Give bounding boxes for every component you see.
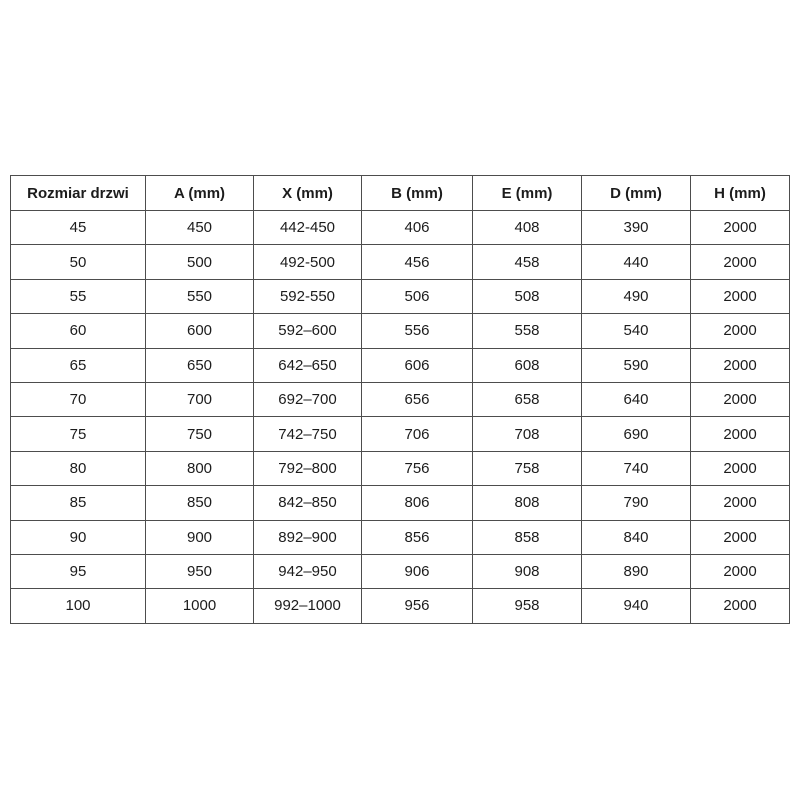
column-header: A (mm) xyxy=(146,176,254,211)
table-cell: 490 xyxy=(582,279,691,313)
table-cell: 640 xyxy=(582,382,691,416)
table-cell: 558 xyxy=(473,314,582,348)
table-row xyxy=(11,279,790,313)
table-cell: 792–800 xyxy=(254,451,362,485)
table-cell: 756 xyxy=(362,451,473,485)
column-header: B (mm) xyxy=(362,176,473,211)
table-cell: 75 xyxy=(11,417,146,451)
door-size-spec-table xyxy=(10,175,790,624)
column-header: Rozmiar drzwi xyxy=(11,176,146,211)
table-cell: 60 xyxy=(11,314,146,348)
table-cell: 458 xyxy=(473,245,582,279)
table-cell: 540 xyxy=(582,314,691,348)
table-row xyxy=(11,245,790,279)
table-cell: 900 xyxy=(146,520,254,554)
table-cell: 858 xyxy=(473,520,582,554)
table-cell: 408 xyxy=(473,211,582,245)
table-cell: 856 xyxy=(362,520,473,554)
table-cell: 85 xyxy=(11,486,146,520)
table-cell: 2000 xyxy=(691,486,790,520)
table-cell: 992–1000 xyxy=(254,589,362,623)
table-cell: 492-500 xyxy=(254,245,362,279)
table-cell: 806 xyxy=(362,486,473,520)
table-cell: 958 xyxy=(473,589,582,623)
table-row xyxy=(11,486,790,520)
table-cell: 956 xyxy=(362,589,473,623)
table-cell: 892–900 xyxy=(254,520,362,554)
column-header: E (mm) xyxy=(473,176,582,211)
table-cell: 80 xyxy=(11,451,146,485)
table-cell: 55 xyxy=(11,279,146,313)
table-cell: 50 xyxy=(11,245,146,279)
table-cell: 742–750 xyxy=(254,417,362,451)
table-cell: 95 xyxy=(11,554,146,588)
table-cell: 390 xyxy=(582,211,691,245)
column-header: D (mm) xyxy=(582,176,691,211)
table-cell: 556 xyxy=(362,314,473,348)
table-cell: 800 xyxy=(146,451,254,485)
table-row xyxy=(11,417,790,451)
table-cell: 65 xyxy=(11,348,146,382)
column-header: X (mm) xyxy=(254,176,362,211)
table-cell: 450 xyxy=(146,211,254,245)
table-cell: 908 xyxy=(473,554,582,588)
table-cell: 2000 xyxy=(691,314,790,348)
table-cell: 842–850 xyxy=(254,486,362,520)
table-cell: 592-550 xyxy=(254,279,362,313)
table-cell: 2000 xyxy=(691,211,790,245)
table-cell: 850 xyxy=(146,486,254,520)
table-cell: 70 xyxy=(11,382,146,416)
column-header: H (mm) xyxy=(691,176,790,211)
table-cell: 90 xyxy=(11,520,146,554)
table-row xyxy=(11,211,790,245)
header-row xyxy=(11,176,790,211)
table-row xyxy=(11,451,790,485)
table-cell: 942–950 xyxy=(254,554,362,588)
table-cell: 2000 xyxy=(691,589,790,623)
table-cell: 700 xyxy=(146,382,254,416)
table-cell: 442-450 xyxy=(254,211,362,245)
table-cell: 440 xyxy=(582,245,691,279)
table-cell: 656 xyxy=(362,382,473,416)
table-cell: 650 xyxy=(146,348,254,382)
table-cell: 2000 xyxy=(691,417,790,451)
table-cell: 456 xyxy=(362,245,473,279)
table-cell: 500 xyxy=(146,245,254,279)
table-cell: 2000 xyxy=(691,382,790,416)
table-cell: 406 xyxy=(362,211,473,245)
table-body xyxy=(11,211,790,624)
table-cell: 2000 xyxy=(691,451,790,485)
table-cell: 600 xyxy=(146,314,254,348)
table-cell: 750 xyxy=(146,417,254,451)
table-cell: 506 xyxy=(362,279,473,313)
table-cell: 2000 xyxy=(691,245,790,279)
table-cell: 2000 xyxy=(691,279,790,313)
table-row xyxy=(11,554,790,588)
table-cell: 808 xyxy=(473,486,582,520)
table-cell: 740 xyxy=(582,451,691,485)
table-cell: 2000 xyxy=(691,520,790,554)
table-cell: 692–700 xyxy=(254,382,362,416)
table-cell: 100 xyxy=(11,589,146,623)
table-cell: 1000 xyxy=(146,589,254,623)
table-row xyxy=(11,314,790,348)
table-cell: 592–600 xyxy=(254,314,362,348)
table-cell: 590 xyxy=(582,348,691,382)
table-cell: 606 xyxy=(362,348,473,382)
table-cell: 642–650 xyxy=(254,348,362,382)
table-cell: 2000 xyxy=(691,348,790,382)
table-cell: 708 xyxy=(473,417,582,451)
table-cell: 690 xyxy=(582,417,691,451)
table-cell: 790 xyxy=(582,486,691,520)
table-row xyxy=(11,520,790,554)
table-cell: 906 xyxy=(362,554,473,588)
table-cell: 706 xyxy=(362,417,473,451)
table-cell: 508 xyxy=(473,279,582,313)
table-cell: 658 xyxy=(473,382,582,416)
table-cell: 45 xyxy=(11,211,146,245)
table-cell: 890 xyxy=(582,554,691,588)
table-cell: 950 xyxy=(146,554,254,588)
table-cell: 940 xyxy=(582,589,691,623)
table-cell: 758 xyxy=(473,451,582,485)
table-row xyxy=(11,589,790,623)
table-cell: 608 xyxy=(473,348,582,382)
table-row xyxy=(11,382,790,416)
table-cell: 840 xyxy=(582,520,691,554)
table-row xyxy=(11,348,790,382)
table-cell: 2000 xyxy=(691,554,790,588)
table-cell: 550 xyxy=(146,279,254,313)
